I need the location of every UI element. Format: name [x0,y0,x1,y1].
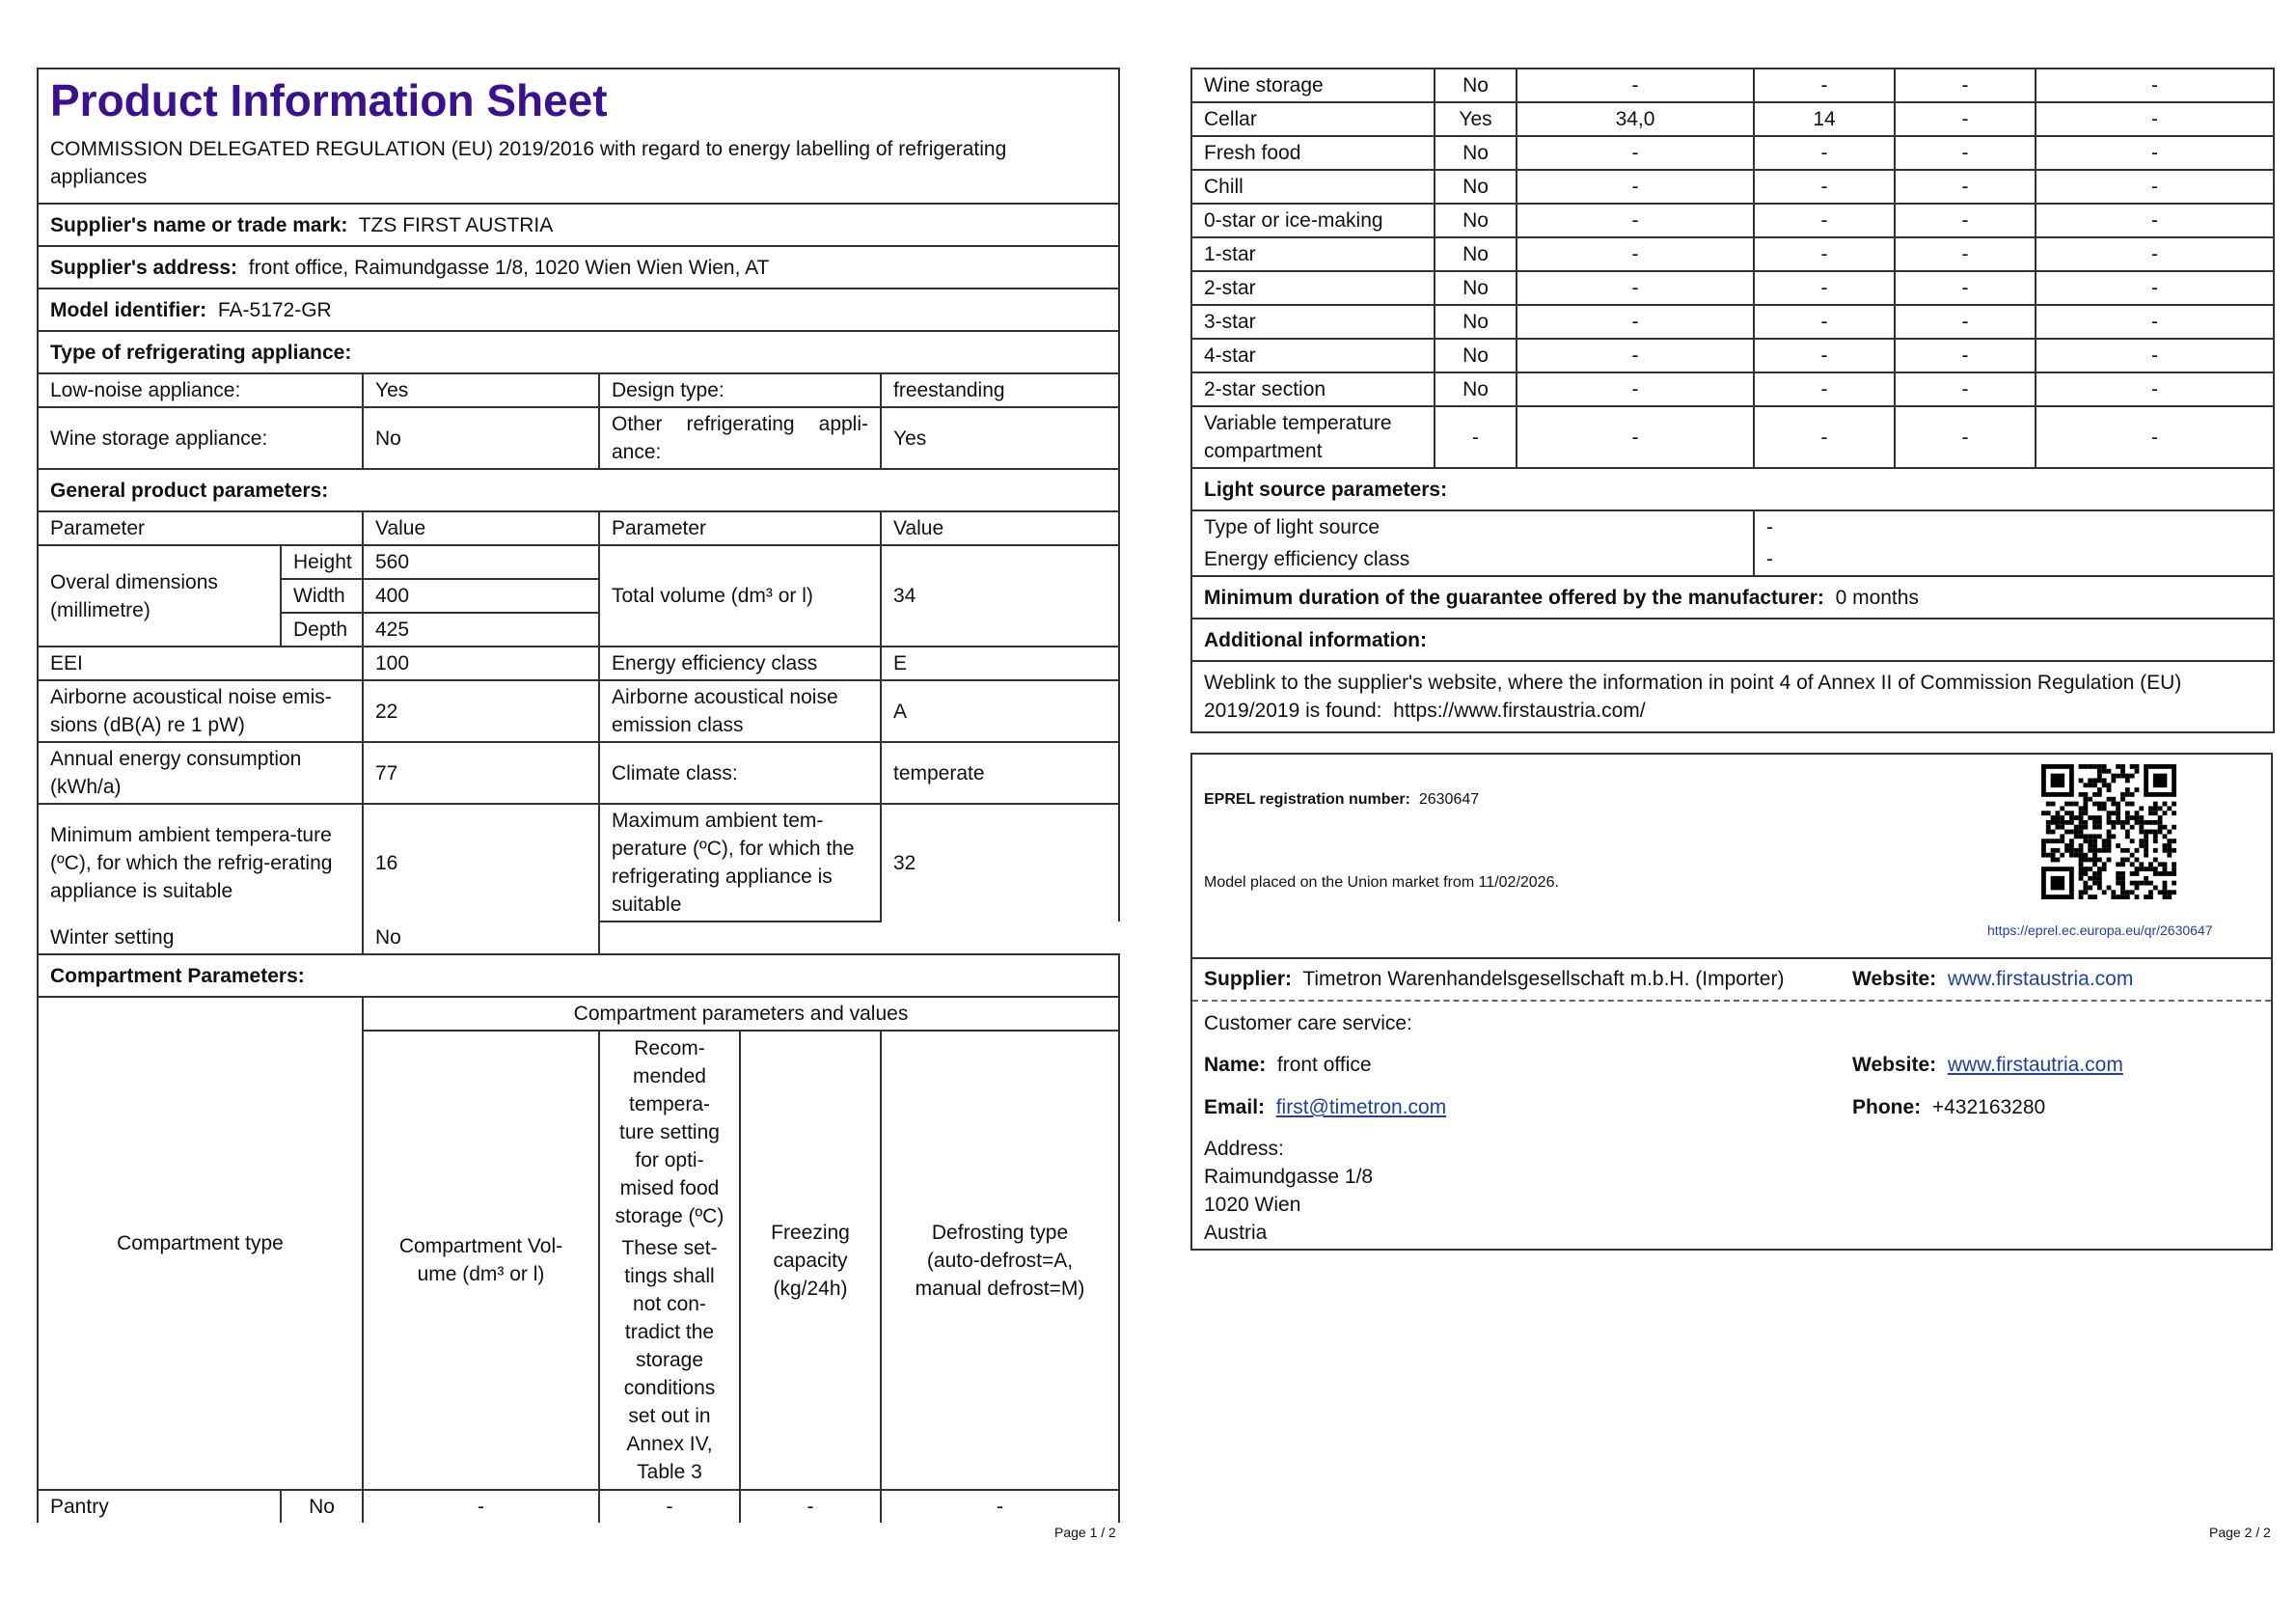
compartment-present: No [1435,372,1517,406]
compartment-present: - [1435,406,1517,468]
compartment-freezing: - [1895,372,2036,406]
low-noise-value: Yes [363,373,599,407]
wine-storage-appliance-value: No [363,407,599,469]
supplier-website-link[interactable]: www.firstaustria.com [1947,968,2134,990]
compartment-freezing: - [1895,204,2036,237]
compartment-volume: - [1517,271,1754,305]
qr-code-icon[interactable] [2041,764,2176,899]
light-class-label: Energy efficiency class [1191,543,1754,576]
compartment-present: No [1435,136,1517,170]
min-temp-value: 16 [363,804,599,922]
compartment-present: No [1435,69,1517,102]
compartment-row [1191,406,2274,468]
eei-value: 100 [363,647,599,680]
supplier-website [1852,959,2133,1000]
compartment-temp: - [1754,339,1895,372]
other-appliance-label: Other refrigerating appli-ance: [599,407,881,469]
compartment-name: 3-star [1191,305,1435,339]
compartment-row [1191,69,2274,102]
light-type-value: - [1754,510,2274,543]
eprel-placed-text: Model placed on the Union market from 11/02/2026. [1204,874,1559,891]
info-table-page-1 [37,68,1120,1523]
winter-setting-value: No [363,922,599,954]
eprel-qr-link[interactable]: https://eprel.ec.europa.eu/qr/2630647 [1987,922,2213,938]
noise-class-value: A [881,680,1119,742]
care-name-label: Name: [1204,1054,1267,1076]
compartment-name: 1-star [1191,237,1435,271]
depth-value: 425 [363,613,599,647]
supplier-label: Supplier: [1204,968,1293,990]
page-title: Product Information Sheet [50,75,608,125]
compartment-name: 2-star section [1191,372,1435,406]
compartment-freezing: - [1895,237,2036,271]
pantry-volume: - [363,1490,599,1523]
compartment-name: Fresh food [1191,136,1435,170]
page-1 [37,68,1118,1523]
care-website-label: Website: [1852,1054,1937,1076]
care-phone [1852,1093,2045,1121]
compartment-freezing: - [1895,102,2036,136]
compartment-temp: - [1754,372,1895,406]
pantry-name: Pantry [38,1490,281,1523]
eprel-reg-value: 2630647 [1418,791,1480,808]
compartment-name: Variable temperature compartment [1191,406,1435,468]
compartment-freezing: - [1895,339,2036,372]
compartment-name: Cellar [1191,102,1435,136]
customer-care-heading: Customer care service: [1204,1012,1412,1034]
supplier-address-label: Supplier's address: [50,256,238,279]
general-col-parameter-2: Parameter [599,511,881,545]
compartment-temp: - [1754,271,1895,305]
width-label: Width [281,579,363,613]
compartment-volume: - [1517,237,1754,271]
col-compartment-type: Compartment type [38,997,363,1490]
compartment-temp: - [1754,305,1895,339]
design-type-label: Design type: [599,373,881,407]
compartment-temp: - [1754,406,1895,468]
col-compartment-volume: Compartment Vol-ume (dm³ or l) [363,1031,599,1490]
care-phone-label: Phone: [1852,1096,1922,1118]
depth-label: Depth [281,613,363,647]
compartment-defrost: - [2036,339,2274,372]
compartment-present: No [1435,204,1517,237]
compartment-row [1191,271,2274,305]
type-heading: Type of refrigerating appliance: [38,331,1119,373]
energy-class-label: Energy efficiency class [599,647,881,680]
compartment-name: 4-star [1191,339,1435,372]
compartment-present: Yes [1435,102,1517,136]
compartment-table [1190,68,2275,469]
additional-info [1191,661,2274,732]
eei-label: EEI [38,647,363,680]
other-appliance-value: Yes [881,407,1119,469]
height-value: 560 [363,545,599,579]
compartment-defrost: - [2036,102,2274,136]
care-address-line1: Raimundgasse 1/8 [1204,1166,1374,1188]
compartment-volume: - [1517,170,1754,204]
care-email-label: Email: [1204,1096,1266,1118]
compartment-freezing: - [1895,305,2036,339]
supplier-name-label: Supplier's name or trade mark: [50,213,348,236]
pantry-temp: - [599,1490,740,1523]
additional-text: Weblink to the supplier's website, where the information in point 4 of Annex II of Commission Regulation (EU) 2019/2019 is found: [1204,672,2182,722]
height-label: Height [281,545,363,579]
guarantee-row [1191,576,2274,619]
supplier-address-row [38,246,1119,289]
compartment-present: No [1435,170,1517,204]
eprel-box [1190,753,2273,957]
compartment-present: No [1435,305,1517,339]
compartment-name: Wine storage [1191,69,1435,102]
supplier-website-label: Website: [1852,968,1937,990]
annual-energy-value: 77 [363,742,599,804]
min-temp-label: Minimum ambient tempera-ture (ºC), for which the refrig-erating appliance is suitable [38,804,363,922]
page-number-2: Page 2 / 2 [2209,1525,2271,1540]
care-website-link[interactable]: www.firstautria.com [1947,1054,2123,1076]
noise-emissions-value: 22 [363,680,599,742]
page-2 [1190,68,2273,1251]
col-freezing-capacity: Freezing capacity (kg/24h) [740,1031,881,1490]
care-phone-value: +432163280 [1931,1096,2046,1118]
supplier-weblink[interactable]: https://www.firstaustria.com/ [1393,700,1646,722]
compartment-freezing: - [1895,136,2036,170]
compartment-row [1191,102,2274,136]
eprel-registration [1204,791,1479,809]
care-name-value: front office [1276,1054,1372,1076]
general-heading: General product parameters: [38,469,1119,511]
compartment-group-header: Compartment parameters and values [363,997,1119,1031]
compartment-defrost: - [2036,271,2274,305]
compartment-defrost: - [2036,136,2274,170]
light-table [1190,467,2275,733]
compartment-defrost: - [2036,170,2274,204]
compartment-row [1191,136,2274,170]
compartment-temp: 14 [1754,102,1895,136]
compartment-volume: - [1517,406,1754,468]
guarantee-label: Minimum duration of the guarantee offered by the manufacturer: [1204,586,1824,609]
compartment-name: Chill [1191,170,1435,204]
regulation-text: COMMISSION DELEGATED REGULATION (EU) 2019/2016 with regard to energy labelling of refrigerating appliances [50,138,1007,188]
compartment-temp: - [1754,69,1895,102]
compartment-volume: 34,0 [1517,102,1754,136]
care-name [1204,1051,1372,1079]
annual-energy-label: Annual energy consumption (kWh/a) [38,742,363,804]
compartment-temp: - [1754,237,1895,271]
compartment-defrost: - [2036,305,2274,339]
compartment-temp: - [1754,136,1895,170]
compartment-row [1191,237,2274,271]
col-recommended-temp [599,1031,740,1490]
supplier-name-value: TZS FIRST AUSTRIA [358,213,554,236]
low-noise-label: Low-noise appliance: [38,373,363,407]
compartment-name: 0-star or ice-making [1191,204,1435,237]
care-email [1204,1093,1446,1121]
compartment-temp: - [1754,170,1895,204]
compartment-present: No [1435,339,1517,372]
care-address [1204,1135,1373,1247]
care-address-line3: Austria [1204,1222,1268,1244]
total-volume-label: Total volume (dm³ or l) [599,545,881,647]
general-col-value: Value [363,511,599,545]
compartment-row [1191,305,2274,339]
climate-class-value: temperate [881,742,1119,804]
compartment-defrost: - [2036,372,2274,406]
light-class-value: - [1754,543,2274,576]
compartment-volume: - [1517,305,1754,339]
max-temp-label: Maximum ambient tem-perature (ºC), for which the refrigerating appliance is suitable [599,804,881,922]
care-email-link[interactable]: first@timetron.com [1275,1096,1447,1118]
model-identifier-label: Model identifier: [50,298,207,321]
compartment-heading: Compartment Parameters: [38,954,1119,997]
compartment-row [1191,339,2274,372]
noise-class-label: Airborne acoustical noise emission class [599,680,881,742]
energy-class-value: E [881,647,1119,680]
winter-setting-label: Winter setting [38,922,363,954]
care-website [1852,1051,2123,1079]
general-col-parameter: Parameter [38,511,363,545]
customer-care [1192,1002,2271,1249]
noise-emissions-label: Airborne acoustical noise emis-sions (dB(A) re 1 pW) [38,680,363,742]
model-identifier-row [38,289,1119,331]
col-recommended-temp-a: Recom-mended tempera-ture setting for opti-mised food storage (ºC) [615,1037,724,1227]
supplier-name-row [38,204,1119,246]
compartment-defrost: - [2036,69,2274,102]
compartment-volume: - [1517,136,1754,170]
max-temp-value: 32 [881,804,1119,922]
compartment-row [1191,170,2274,204]
total-volume-value: 34 [881,545,1119,647]
care-address-label: Address: [1204,1138,1284,1160]
additional-heading: Additional information: [1191,619,2274,661]
page-number-1: Page 1 / 2 [1054,1525,1116,1540]
pantry-present: No [281,1490,363,1523]
compartment-row [1191,372,2274,406]
eprel-reg-label: EPREL registration number: [1204,791,1410,808]
header-cell [38,69,1119,204]
supplier-care-box [1190,957,2273,1251]
guarantee-value: 0 months [1835,586,1919,609]
compartment-volume: - [1517,372,1754,406]
compartment-name: 2-star [1191,271,1435,305]
compartment-present: No [1435,271,1517,305]
width-value: 400 [363,579,599,613]
compartment-volume: - [1517,204,1754,237]
compartment-volume: - [1517,339,1754,372]
compartment-row [1191,204,2274,237]
light-heading: Light source parameters: [1191,468,2274,510]
compartment-defrost: - [2036,406,2274,468]
compartment-volume: - [1517,69,1754,102]
compartment-freezing: - [1895,406,2036,468]
supplier-row [1192,959,2271,1000]
col-defrosting-type: Defrosting type (auto-defrost=A, manual defrost=M) [881,1031,1119,1490]
compartment-freezing: - [1895,271,2036,305]
compartment-defrost: - [2036,237,2274,271]
supplier-address-value: front office, Raimundgasse 1/8, 1020 Wien Wien Wien, AT [248,256,770,279]
light-type-label: Type of light source [1191,510,1754,543]
pantry-defrost: - [881,1490,1119,1523]
compartment-present: No [1435,237,1517,271]
wine-storage-appliance-label: Wine storage appliance: [38,407,363,469]
pantry-freezing: - [740,1490,881,1523]
care-address-line2: 1020 Wien [1204,1194,1301,1216]
compartment-defrost: - [2036,204,2274,237]
climate-class-label: Climate class: [599,742,881,804]
compartment-temp: - [1754,204,1895,237]
col-recommended-temp-b: These set-tings shall not con-tradict the storage conditions set out in Annex IV, Table 3 [621,1237,718,1483]
design-type-value: freestanding [881,373,1119,407]
dimensions-label: Overal dimensions (millimetre) [38,545,281,647]
compartment-freezing: - [1895,69,2036,102]
supplier-value: Timetron Warenhandelsgesellschaft m.b.H. (Importer) [1302,968,1785,990]
winter-empty [599,922,1119,954]
compartment-freezing: - [1895,170,2036,204]
model-identifier-value: FA-5172-GR [217,298,332,321]
general-col-value-2: Value [881,511,1119,545]
